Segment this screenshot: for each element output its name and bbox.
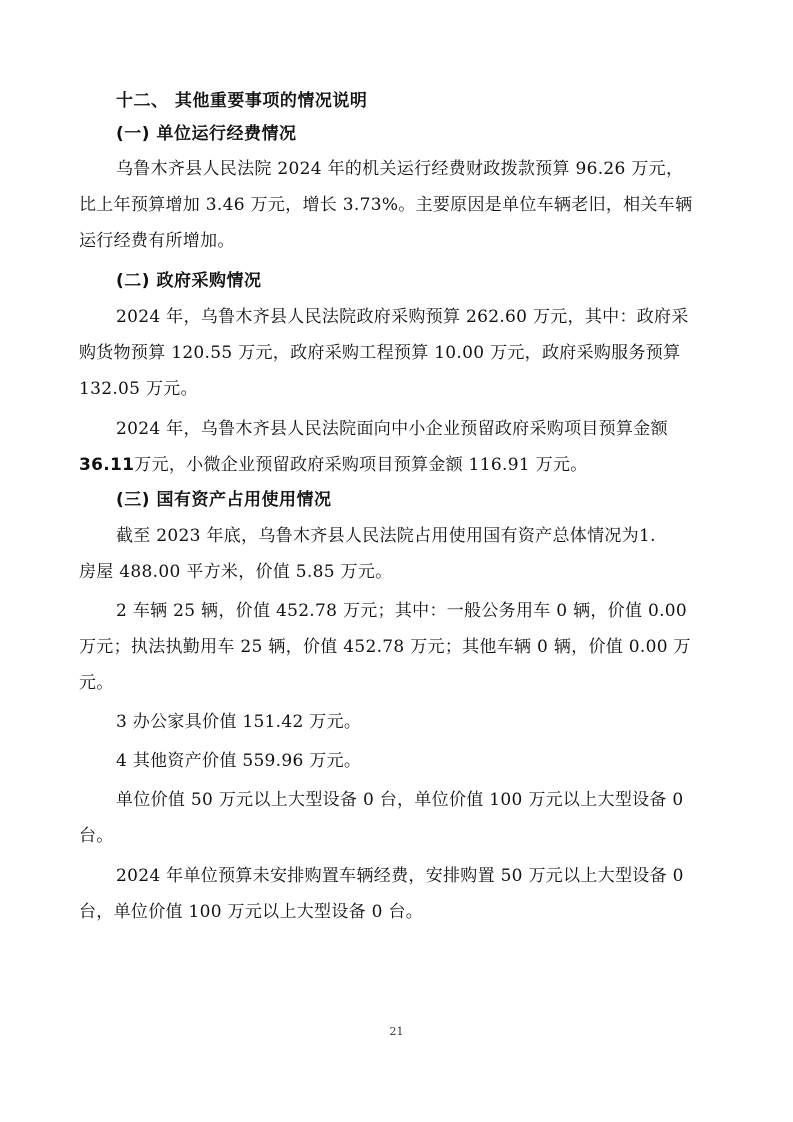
paragraph-line: 万元；执法执勤用车 25 辆，价值 452.78 万元；其他车辆 0 辆，价值 0.00 万 (79, 637, 691, 657)
paragraph-line: 3 办公家具价值 151.42 万元。 (116, 712, 362, 732)
page-number: 21 (389, 1025, 404, 1038)
subsection-heading-state-assets: (三) 国有资产占用使用情况 (116, 490, 332, 510)
bold-amount: 36.11 (79, 455, 135, 475)
paragraph-line: 2 车辆 25 辆，价值 452.78 万元；其中：一般公务用车 0 辆，价值 0.00 (116, 601, 688, 621)
paragraph-line: 房屋 488.00 平方米，价值 5.85 万元。 (79, 562, 393, 582)
paragraph-line: 元。 (79, 673, 114, 693)
paragraph-line: 台，单位价值 100 万元以上大型设备 0 台。 (79, 902, 424, 922)
paragraph-line: 单位价值 50 万元以上大型设备 0 台，单位价值 100 万元以上大型设备 0 (116, 790, 684, 810)
paragraph-line: 比上年预算增加 3.46 万元，增长 3.73%。主要原因是单位车辆老旧，相关车辆 (79, 195, 693, 215)
subsection-heading-procurement: (二) 政府采购情况 (116, 271, 262, 291)
section-title: 十二、 其他重要事项的情况说明 (116, 91, 368, 111)
paragraph-line: 截至 2023 年底，乌鲁木齐县人民法院占用使用国有资产总体情况为1. (116, 526, 656, 546)
paragraph-line: 台。 (79, 826, 114, 846)
paragraph-line: 132.05 万元。 (79, 379, 198, 399)
paragraph-line: 2024 年，乌鲁木齐县人民法院政府采购预算 262.60 万元，其中：政府采 (116, 307, 689, 327)
paragraph-line: 购货物预算 120.55 万元，政府采购工程预算 10.00 万元，政府采购服务预算 (79, 343, 681, 363)
paragraph-line: 乌鲁木齐县人民法院 2024 年的机关运行经费财政拨款预算 96.26 万元， (116, 159, 684, 179)
paragraph-line: 4 其他资产价值 559.96 万元。 (116, 751, 362, 771)
paragraph-line: 运行经费有所增加。 (79, 231, 235, 251)
paragraph-line-mixed (79, 454, 588, 476)
paragraph-line: 2024 年，乌鲁木齐县人民法院面向中小企业预留政府采购项目预算金额 (116, 419, 668, 439)
paragraph-text: 万元，小微企业预留政府采购项目预算金额 116.91 万元。 (134, 455, 588, 475)
paragraph-line: 2024 年单位预算未安排购置车辆经费，安排购置 50 万元以上大型设备 0 (116, 866, 684, 886)
subsection-heading-operating-funds: (一) 单位运行经费情况 (116, 124, 297, 144)
